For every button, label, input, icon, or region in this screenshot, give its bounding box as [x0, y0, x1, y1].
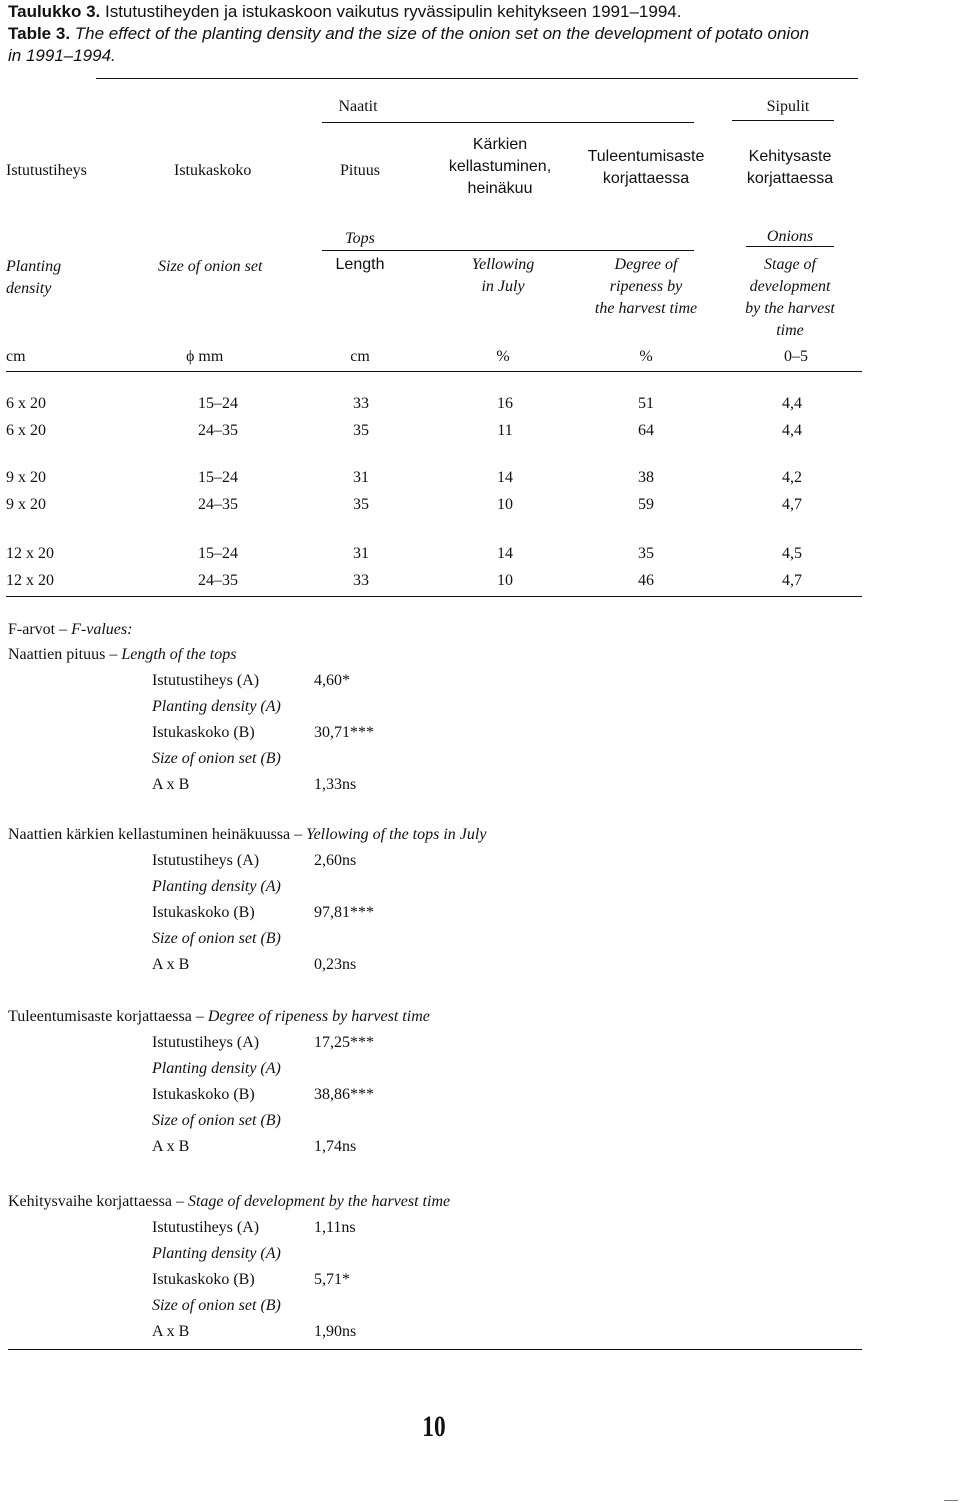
col-header-kehitysaste-l2: korjattaessa: [746, 170, 834, 187]
interaction-label: A x B: [152, 956, 190, 973]
cell-planting-density: 9 x 20: [6, 469, 46, 486]
cell-size-of-onion-set: 24–35: [198, 572, 238, 589]
interaction-value: 1,33ns: [314, 776, 357, 793]
page-corner-mark: [944, 1500, 958, 1501]
col-header-stage-l2: development: [749, 278, 831, 295]
factor-a-value: 17,25***: [314, 1034, 374, 1051]
fvalue-heading-fi: Tuleentumisaste korjattaessa –: [8, 1008, 208, 1025]
interaction-label: A x B: [152, 1323, 190, 1340]
cell-yellowing: 14: [497, 545, 513, 562]
fvalues-title-fi: F-arvot –: [8, 621, 72, 638]
interaction-label: A x B: [152, 1138, 190, 1155]
group-header-sipulit: Sipulit: [766, 98, 810, 115]
page-number: 10: [422, 1410, 446, 1443]
cell-degree: 59: [638, 496, 654, 513]
unit-length: cm: [350, 348, 370, 365]
col-header-istukaskoko: Istukaskoko: [174, 162, 252, 179]
col-header-degree-l2: ripeness by: [609, 278, 683, 295]
caption-fi-label: Taulukko 3.: [8, 2, 101, 21]
unit-degree: %: [639, 348, 653, 365]
factor-a-label-fi: Istutustiheys (A): [152, 852, 260, 869]
fvalue-heading-en: Degree of ripeness by harvest time: [207, 1008, 430, 1025]
fvalue-heading-en: Length of the tops: [121, 646, 237, 663]
caption-fi: [8, 2, 681, 22]
cell-stage: 4,4: [782, 395, 802, 412]
col-header-planting-l1: Planting: [6, 258, 62, 275]
factor-b-label-en: Size of onion set (B): [152, 930, 281, 947]
fvalues-title: [8, 621, 132, 639]
factor-b-label-fi: Istukaskoko (B): [152, 904, 255, 921]
group-rule-naatit: [322, 122, 694, 123]
col-header-stage-l1: Stage of: [764, 256, 816, 273]
interaction-value: 1,90ns: [314, 1323, 357, 1340]
cell-yellowing: 16: [497, 395, 513, 412]
factor-b-value: 97,81***: [314, 904, 374, 921]
cell-stage: 4,4: [782, 422, 802, 439]
group-header-onions: Onions: [766, 228, 814, 245]
cell-yellowing: 14: [497, 469, 513, 486]
col-header-stage-l4: time: [776, 322, 804, 339]
cell-planting-density: 6 x 20: [6, 395, 46, 412]
col-header-planting-l2: density: [6, 280, 52, 297]
factor-a-label-fi: Istutustiheys (A): [152, 1034, 260, 1051]
unit-size-of-onion-set: ϕ mm: [186, 348, 224, 365]
factor-b-label-fi: Istukaskoko (B): [152, 724, 255, 741]
col-header-degree-l3: the harvest time: [594, 300, 698, 317]
col-header-karkien-l3: heinäkuu: [467, 180, 533, 197]
cell-planting-density: 12 x 20: [6, 545, 54, 562]
cell-stage: 4,2: [782, 469, 802, 486]
cell-degree: 38: [638, 469, 654, 486]
unit-yellowing: %: [496, 348, 510, 365]
factor-a-label-en: Planting density (A): [152, 1060, 281, 1077]
cell-planting-density: 12 x 20: [6, 572, 54, 589]
factor-b-label-en: Size of onion set (B): [152, 1297, 281, 1314]
fvalue-block-heading: [8, 826, 486, 844]
cell-degree: 51: [638, 395, 654, 412]
cell-planting-density: 6 x 20: [6, 422, 46, 439]
cell-stage: 4,7: [782, 496, 802, 513]
fvalue-heading-fi: Naattien pituus –: [8, 646, 122, 663]
cell-length: 35: [353, 422, 369, 439]
factor-a-label-fi: Istutustiheys (A): [152, 672, 260, 689]
cell-size-of-onion-set: 15–24: [198, 469, 238, 486]
cell-size-of-onion-set: 24–35: [198, 496, 238, 513]
cell-degree: 46: [638, 572, 654, 589]
col-header-pituus: Pituus: [339, 162, 381, 179]
cell-length: 35: [353, 496, 369, 513]
col-header-degree-l1: Degree of: [614, 256, 678, 273]
factor-b-label-en: Size of onion set (B): [152, 750, 281, 767]
interaction-value: 1,74ns: [314, 1138, 357, 1155]
group-rule-sipulit: [732, 120, 834, 121]
factor-b-value: 30,71***: [314, 724, 374, 741]
factor-b-label-fi: Istukaskoko (B): [152, 1271, 255, 1288]
col-header-stage-l3: by the harvest: [745, 300, 835, 317]
cell-length: 31: [353, 545, 369, 562]
cell-yellowing: 11: [497, 422, 513, 439]
cell-yellowing: 10: [497, 496, 513, 513]
cell-stage: 4,7: [782, 572, 802, 589]
fvalue-block-heading: [8, 1008, 430, 1026]
table-bottom-rule: [6, 596, 862, 597]
factor-a-value: 2,60ns: [314, 852, 357, 869]
unit-stage: 0–5: [784, 348, 808, 365]
fvalue-heading-fi: Naattien kärkien kellastuminen heinäkuussa –: [8, 826, 307, 843]
cell-size-of-onion-set: 24–35: [198, 422, 238, 439]
col-header-yellowing-l2: in July: [481, 278, 525, 295]
caption-fi-text: Istutustiheyden ja istukaskoon vaikutus ryvässipulin kehitykseen 1991–1994.: [100, 2, 682, 21]
factor-a-label-fi: Istutustiheys (A): [152, 1219, 260, 1236]
caption-en-text: The effect of the planting density and the size of the onion set on the development of potato onion: [70, 24, 810, 43]
col-header-kehitysaste-l1: Kehitysaste: [748, 148, 832, 165]
units-rule: [6, 371, 862, 372]
group-rule-tops: [322, 250, 694, 251]
col-header-length: Length: [335, 256, 385, 273]
cell-size-of-onion-set: 15–24: [198, 395, 238, 412]
cell-degree: 35: [638, 545, 654, 562]
cell-size-of-onion-set: 15–24: [198, 545, 238, 562]
fvalue-heading-fi: Kehitysvaihe korjattaessa –: [8, 1193, 188, 1210]
factor-b-label-en: Size of onion set (B): [152, 1112, 281, 1129]
cell-planting-density: 9 x 20: [6, 496, 46, 513]
col-header-karkien-l2: kellastuminen,: [448, 158, 552, 175]
caption-en-text-2: in 1991–1994.: [8, 46, 116, 65]
group-header-tops: Tops: [345, 230, 375, 247]
fvalue-block-heading: [8, 1193, 450, 1211]
factor-a-value: 1,11ns: [314, 1219, 356, 1236]
table-top-rule: [96, 78, 858, 79]
cell-stage: 4,5: [782, 545, 802, 562]
fvalue-heading-en: Stage of development by the harvest time: [187, 1193, 451, 1210]
cell-degree: 64: [638, 422, 654, 439]
factor-b-label-fi: Istukaskoko (B): [152, 1086, 255, 1103]
fvalues-bottom-rule: [8, 1349, 862, 1350]
col-header-yellowing-l1: Yellowing: [471, 256, 535, 273]
cell-yellowing: 10: [497, 572, 513, 589]
factor-a-value: 4,60*: [314, 672, 350, 689]
fvalue-heading-en: Yellowing of the tops in July: [306, 826, 487, 843]
unit-planting-density: cm: [6, 348, 26, 365]
factor-b-value: 38,86***: [314, 1086, 374, 1103]
factor-a-label-en: Planting density (A): [152, 878, 281, 895]
col-header-size-of-onion-set: Size of onion set: [158, 258, 263, 275]
cell-length: 33: [353, 395, 369, 412]
group-header-naatit: Naatit: [338, 98, 378, 115]
caption-en: [8, 24, 809, 44]
group-rule-onions: [746, 246, 834, 247]
interaction-value: 0,23ns: [314, 956, 357, 973]
fvalues-title-en: F-values:: [71, 621, 133, 638]
col-header-istutustiheys: Istutustiheys: [6, 162, 87, 179]
factor-a-label-en: Planting density (A): [152, 698, 281, 715]
factor-a-label-en: Planting density (A): [152, 1245, 281, 1262]
col-header-karkien-l1: Kärkien: [472, 136, 528, 153]
col-header-tuleentumisaste-l1: Tuleentumisaste: [587, 148, 705, 165]
cell-length: 31: [353, 469, 369, 486]
cell-length: 33: [353, 572, 369, 589]
interaction-label: A x B: [152, 776, 190, 793]
fvalue-block-heading: [8, 646, 236, 664]
factor-b-value: 5,71*: [314, 1271, 350, 1288]
col-header-tuleentumisaste-l2: korjattaessa: [602, 170, 690, 187]
caption-en-label: Table 3.: [8, 24, 71, 43]
